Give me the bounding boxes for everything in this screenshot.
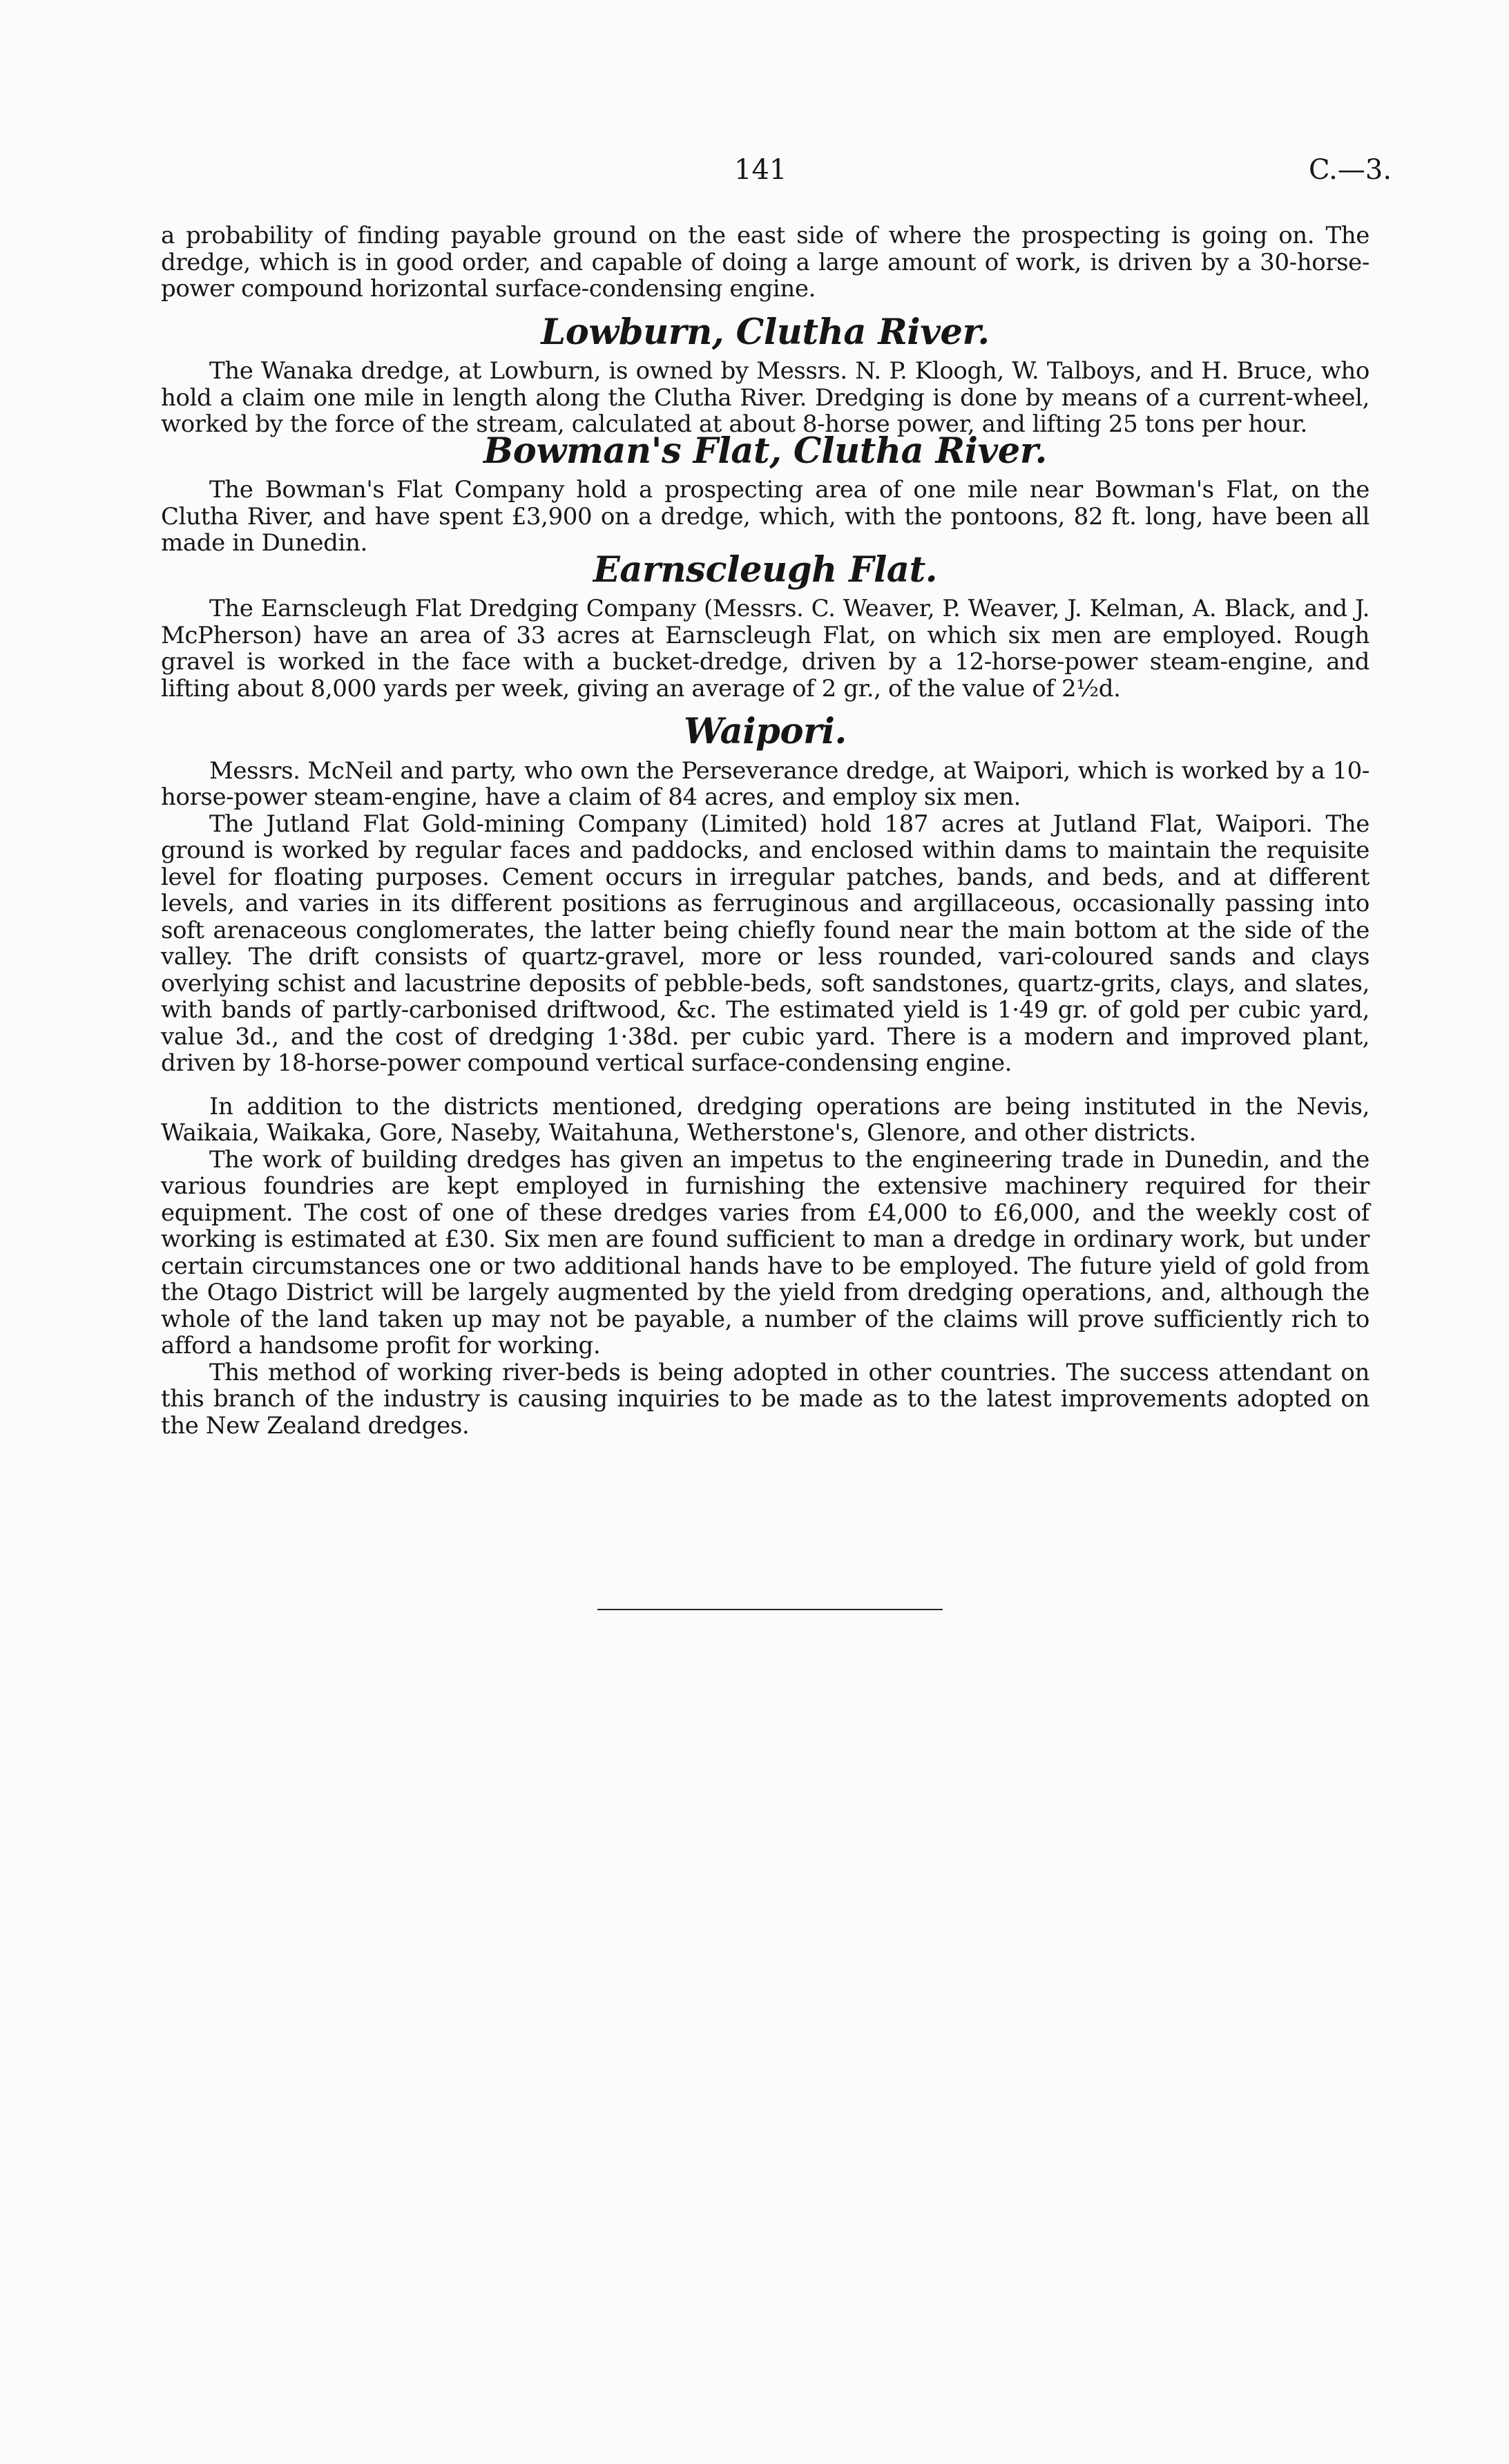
paragraph-waipori-jutland: The Jutland Flat Gold-mining Company (Limited) hold 187 acres at Jutland Flat, Waipori. The ground is worked by regular faces and paddocks, and enclosed within dams to maintain the requisite level for floating purposes. Cement occurs in irregular patches, bands, and beds, and at different levels, and varies in its different positions as ferruginous and argillaceous, occasionally passing into soft arenaceous conglomerates, the latter being chiefly found near the main bottom at the side of the valley. The drift consists of quartz-gravel, more or less rounded, vari-coloured sands and clays overlying schist and lacustrine deposits of pebble-beds, soft sandstones, quartz-grits, clays, and slates, with bands of partly-carbonised driftwood, &c. The estimated yield is 1·49 gr. of gold per cubic yard, value 3d., and the cost of dredging 1·38d. per cubic yard. There is a modern and improved plant, driven by 18-horse-power compound vertical surface-condensing engine. — [161, 810, 1369, 1077]
paragraph-intro: a probability of finding payable ground on the east side of where the prospecting is going on. The dredge, which is in good order, and capable of doing a large amount of work, is driven by a 30-horse-power compound horizontal surface-condensing engine. — [161, 222, 1369, 303]
page-number: 141 — [734, 154, 787, 186]
paragraph-bowmans-flat: The Bowman's Flat Company hold a prospecting area of one mile near Bowman's Flat, on the Clutha River, and have spent £3,900 on a dredge, which, with the pontoons, 82 ft. long, have been all made in Dunedin. — [161, 476, 1369, 557]
closing-rule — [597, 1609, 943, 1610]
heading-lowburn: Lowburn, Clutha River. — [541, 311, 990, 353]
paragraph-lowburn: The Wanaka dredge, at Lowburn, is owned by Messrs. N. P. Kloogh, W. Talboys, and H. Bruce, who hold a claim one mile in length along the Clutha River. Dredging is done by means of a current-wheel, worked by the force of the stream, calculated at about 8-horse power, and lifting 25 tons per hour. — [161, 357, 1369, 438]
paragraph-dredge-building: The work of building dredges has given an impetus to the engineering trade in Dunedin, and the various foundries are kept employed in furnishing the extensive machinery required for their equipment. The cost of one of these dredges varies from £4,000 to £6,000, and the weekly cost of working is estimated at £30. Six men are found sufficient to man a dredge in ordinary work, but under certain circumstances one or two additional hands have to be employed. The future yield of gold from the Otago District will be largely augmented by the yield from dredging operations, and, although the whole of the land taken up may not be payable, a number of the claims will prove sufficiently rich to afford a handsome profit for working. — [161, 1145, 1369, 1359]
heading-earnscleugh-flat: Earnscleugh Flat. — [593, 548, 938, 591]
paragraph-method-adoption: This method of working river-beds is being adopted in other countries. The success attendant on this branch of the industry is causing inquiries to be made as to the latest improvements adopted on the New Zealand dredges. — [161, 1358, 1369, 1440]
document-code: C.—3. — [1309, 154, 1392, 186]
text-column — [161, 222, 1369, 1439]
paragraph-other-districts: In addition to the districts mentioned, dredging operations are being instituted in the Nevis, Waikaia, Waikaka, Gore, Naseby, Waitahuna, Wetherstone's, Glenore, and other districts. — [161, 1092, 1369, 1147]
paragraph-waipori-mcneil: Messrs. McNeil and party, who own the Perseverance dredge, at Waipori, which is worked by a 10-horse-power steam-engine, have a claim of 84 acres, and employ six men. — [161, 756, 1369, 811]
heading-waipori: Waipori. — [684, 711, 847, 752]
heading-bowmans-flat: Bowman's Flat, Clutha River. — [483, 430, 1047, 472]
paragraph-earnscleugh-flat: The Earnscleugh Flat Dredging Company (Messrs. C. Weaver, P. Weaver, J. Kelman, A. Black, and J. McPherson) have an area of 33 acres at Earnscleugh Flat, on which six men are employed. Rough gravel is worked in the face with a bucket-dredge, driven by a 12-horse-power steam-engine, and lifting about 8,000 yards per week, giving an average of 2 gr., of the value of 2½d. — [161, 595, 1369, 703]
